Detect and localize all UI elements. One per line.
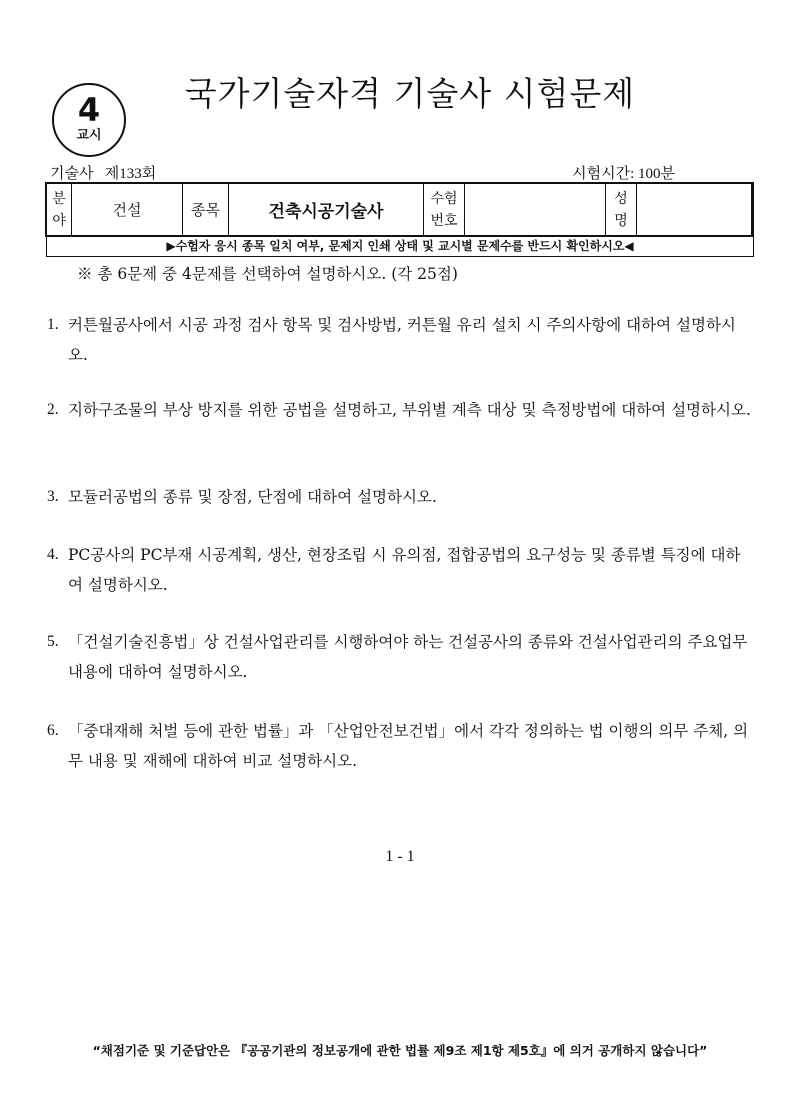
exam-type: 기술사 <box>50 166 94 182</box>
question-number: 1. <box>47 316 59 333</box>
notice-bar: ▶수험자 응시 종목 일치 여부, 문제지 인쇄 상태 및 교시별 문제수를 반드시 확인하시오◀ <box>46 236 754 257</box>
field-label-cell <box>47 184 72 236</box>
exam-type-round <box>50 162 156 183</box>
question-number: 2. <box>47 401 59 418</box>
field-value: 건설 <box>112 201 142 219</box>
question-number: 6. <box>47 722 59 739</box>
question-item <box>47 482 755 512</box>
category-label: 종목 <box>191 201 220 219</box>
period-badge <box>52 83 126 157</box>
question-item <box>47 310 755 370</box>
candidate-no-label: 수험 번호 <box>430 190 458 229</box>
exam-title: 국가기술자격 기술사 시험문제 <box>184 74 636 113</box>
field-label: 분 야 <box>52 190 66 229</box>
question-item <box>47 395 755 425</box>
name-field[interactable] <box>637 184 752 236</box>
exam-meta-row <box>50 162 750 182</box>
page-number: 1 - 1 <box>385 848 415 865</box>
instruction-text: ※ 총 6문제 중 4문제를 선택하여 설명하시오. (각 25점) <box>77 265 458 283</box>
category-value-cell <box>229 184 424 236</box>
question-text: PC공사의 PC부재 시공계획, 생산, 현장조립 시 유의점, 접합공법의 요구성능 및 종류별 특징에 대하여 설명하시오. <box>68 546 741 594</box>
candidate-no-field[interactable] <box>465 184 606 236</box>
question-number: 3. <box>47 488 59 505</box>
question-text: 「건설기술진흥법」상 건설사업관리를 시행하여야 하는 건설공사의 종류와 건설사업관리의 주요업무 내용에 대하여 설명하시오. <box>68 633 748 681</box>
question-item <box>47 540 755 600</box>
name-label-cell <box>606 184 637 236</box>
category-value: 건축시공기술사 <box>268 202 384 222</box>
period-number: 4 <box>77 91 101 129</box>
disclosure-footer: “채점기준 및 기준답안은 『공공기관의 정보공개에 관한 법률 제9조 제1항 제5호』에 의거 공개하지 않습니다” <box>92 1043 708 1058</box>
question-text: 지하구조물의 부상 방지를 위한 공법을 설명하고, 부위별 계측 대상 및 측정방법에 대하여 설명하시오. <box>68 401 751 419</box>
question-number: 4. <box>47 546 59 563</box>
question-text: 「중대재해 처벌 등에 관한 법률」과 「산업안전보건법」에서 각각 정의하는 법 이행의 의무 주체, 의무 내용 및 재해에 대하여 비교 설명하시오. <box>68 722 749 770</box>
question-item <box>47 627 755 687</box>
question-item <box>47 716 755 776</box>
question-text: 커튼월공사에서 시공 과정 검사 항목 및 검사방법, 커튼월 유리 설치 시 주의사항에 대하여 설명하시오. <box>68 316 736 364</box>
field-value-cell <box>72 184 183 236</box>
candidate-no-label-cell <box>424 184 465 236</box>
candidate-info-table <box>46 183 752 236</box>
exam-round: 제133회 <box>104 166 157 182</box>
name-label: 성 명 <box>614 190 628 229</box>
question-text: 모듈러공법의 종류 및 장점, 단점에 대하여 설명하시오. <box>68 488 437 506</box>
exam-time: 시험시간: 100분 <box>572 166 675 182</box>
period-label: 교시 <box>76 128 102 143</box>
category-label-cell <box>183 184 229 236</box>
question-number: 5. <box>47 633 59 650</box>
